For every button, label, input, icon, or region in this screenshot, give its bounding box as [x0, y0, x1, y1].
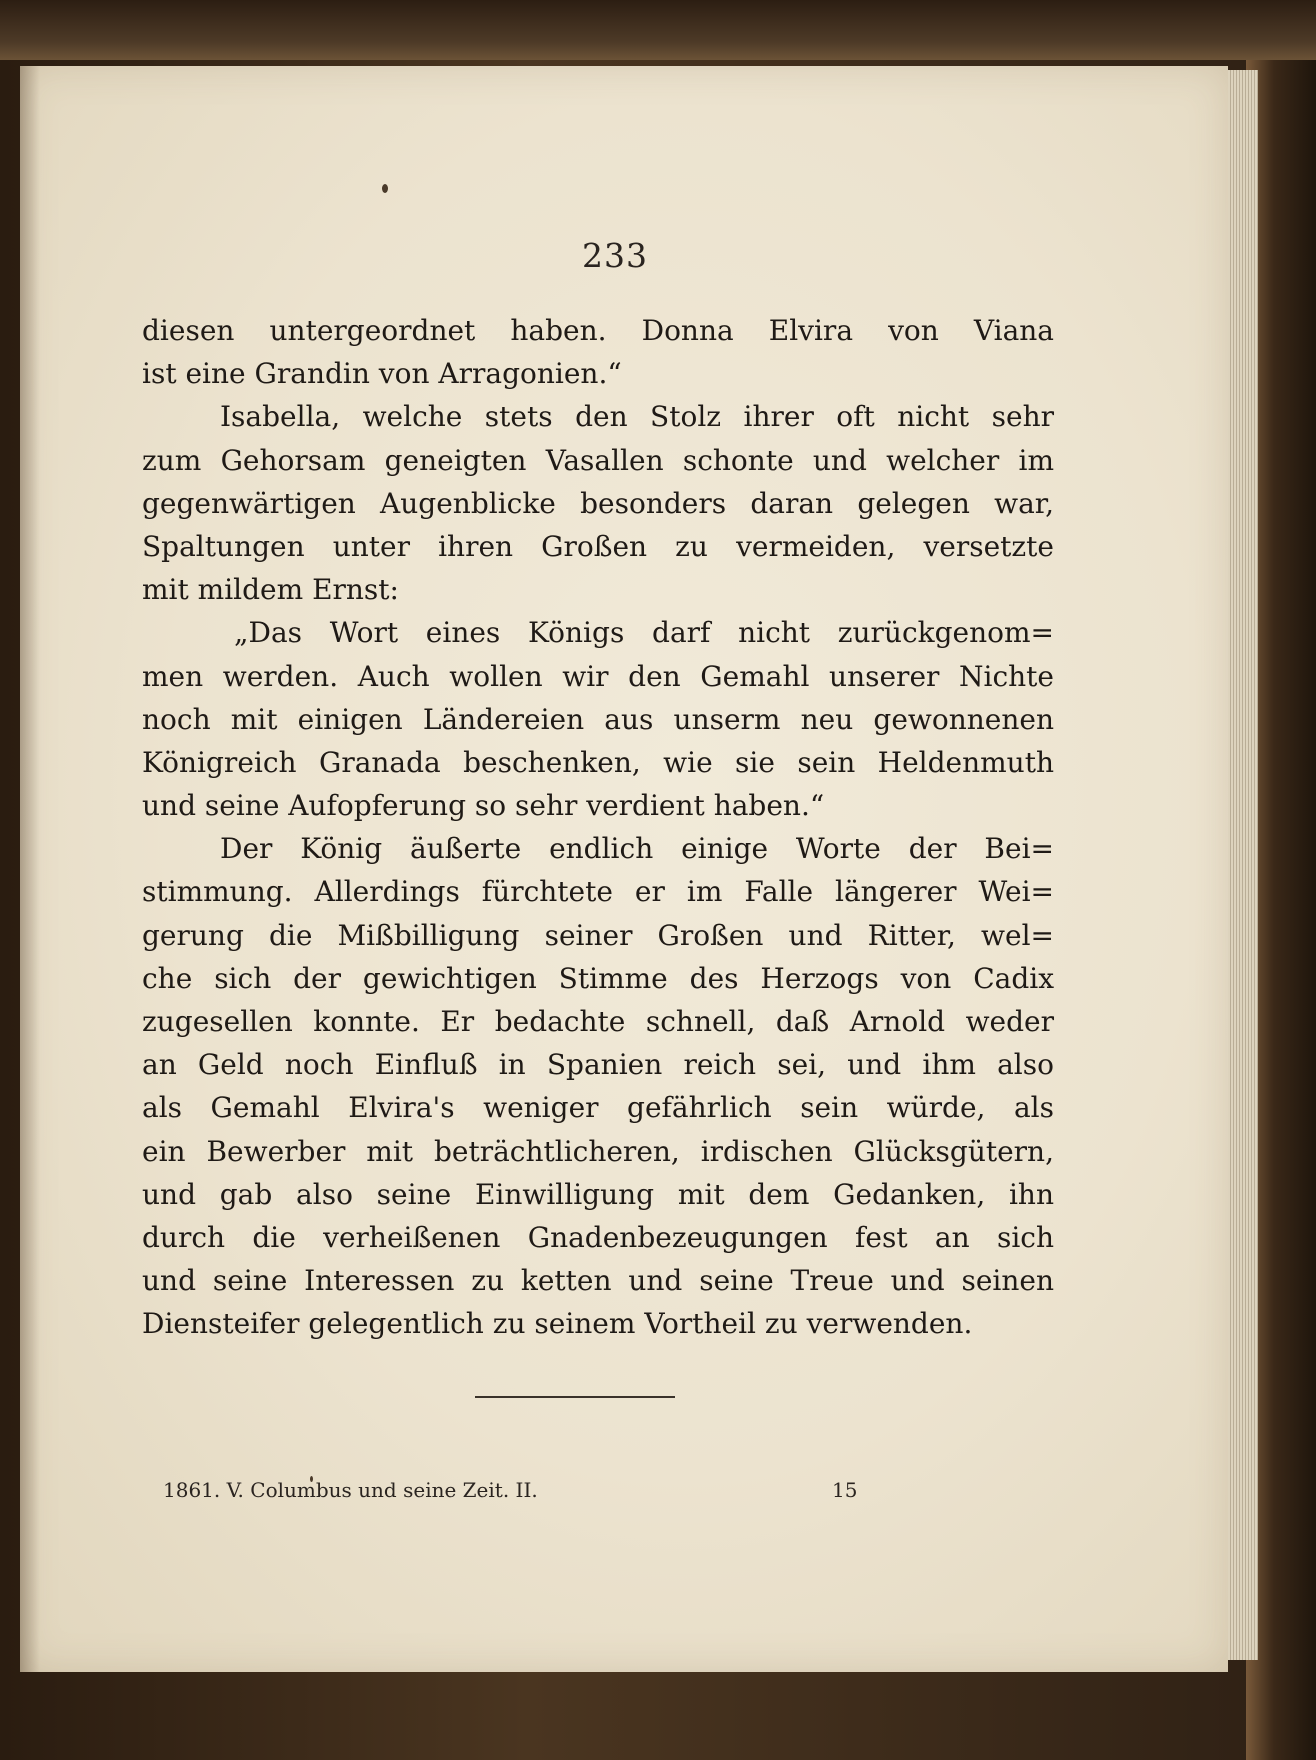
text-line: Königreich Granada beschenken, wie sie sein Heldenmuth [142, 745, 1054, 779]
book-cover-top-edge [0, 0, 1316, 60]
page-number: 233 [582, 236, 648, 275]
text-line: stimmung. Allerdings fürchtete er im Falle längerer Wei= [142, 875, 1054, 909]
text-line: gegenwärtigen Augenblicke besonders daran gelegen war, [142, 486, 1054, 520]
text-line: ist eine Grandin von Arragonien.“ [142, 357, 622, 391]
text-line: zum Gehorsam geneigten Vasallen schonte und welcher im [142, 443, 1054, 477]
text-line: gerung die Mißbilligung seiner Großen und Ritter, wel= [142, 918, 1054, 952]
signature-line: 1861. V. Columbus und seine Zeit. II. [163, 1478, 538, 1502]
text-line: zugesellen konnte. Er bedachte schnell, daß Arnold weder [142, 1005, 1054, 1038]
text-line: Der König äußerte endlich einige Worte der Bei= [220, 832, 1054, 866]
text-line: „Das Wort eines Königs darf nicht zurückgenom= [234, 616, 1054, 650]
page-stack-edge [1228, 70, 1258, 1660]
text-line: noch mit einigen Ländereien aus unserm neu gewonnenen [142, 702, 1054, 736]
text-line: che sich der gewichtigen Stimme des Herzogs von Cadix [142, 961, 1054, 995]
gutter-shadow [20, 66, 40, 1672]
text-line: Isabella, welche stets den Stolz ihrer oft nicht sehr [220, 400, 1054, 434]
text-line: an Geld noch Einfluß in Spanien reich sei, und ihm also [142, 1048, 1054, 1082]
text-line: ein Bewerber mit beträchtlicheren, irdischen Glücksgütern, [142, 1134, 1054, 1168]
ink-speck [382, 184, 388, 193]
text-line: men werden. Auch wollen wir den Gemahl unserer Nichte [142, 659, 1054, 693]
footer-divider [475, 1396, 675, 1398]
text-line: Spaltungen unter ihren Großen zu vermeiden, versetzte [142, 529, 1054, 563]
text-line: und gab also seine Einwilligung mit dem Gedanken, ihn [142, 1177, 1054, 1211]
text-line: mit mildem Ernst: [142, 573, 399, 607]
text-line: Diensteifer gelegentlich zu seinem Vortheil zu verwenden. [142, 1307, 973, 1341]
text-line: durch die verheißenen Gnadenbezeugungen fest an sich [142, 1220, 1054, 1254]
body-text [142, 309, 1054, 1346]
book-page [20, 66, 1228, 1672]
text-line: und seine Aufopferung so sehr verdient haben.“ [142, 789, 825, 823]
text-line: und seine Interessen zu ketten und seine Treue und seinen [142, 1264, 1054, 1298]
text-line: diesen untergeordnet haben. Donna Elvira von Viana [142, 314, 1054, 347]
text-line: als Gemahl Elvira's weniger gefährlich sein würde, als [142, 1091, 1054, 1125]
sheet-number: 15 [832, 1478, 858, 1502]
